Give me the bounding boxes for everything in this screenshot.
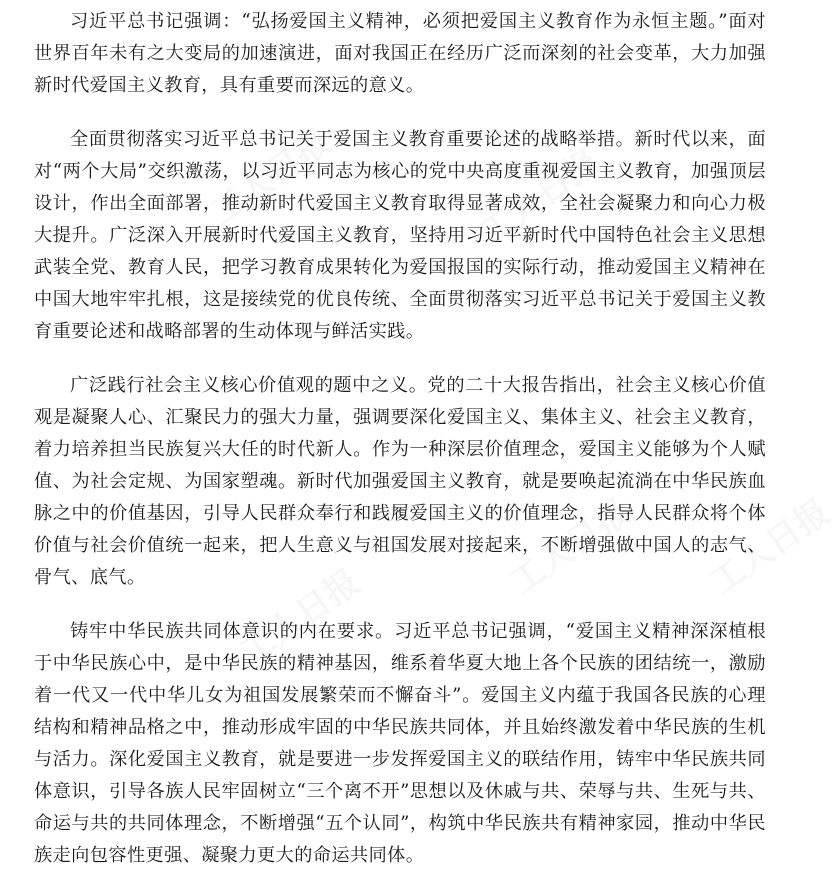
watermark: 工人日报 [202,121,338,233]
paragraph-core-values: 广泛践行社会主义核心价值观的题中之义。党的二十大报告指出，社会主义核心价值观是凝聚人心、汇聚民力的强大力量，强调要深化爱国主义、集体主义、社会主义教育，着力培养担当民族复兴大任的时代新人。作为一种深层价值理念，爱国主义能够为个人赋值、为社会定规、为国家塑魂。新时代加强爱国主义教育，就是要唤起流淌在中华民族血脉之中的价值基因，引导人民群众奉行和践履爱国主义的价值理念，指导人民群众将个体价值与社会价值统一起来，把人生意义与祖国发展对接起来，不断增强做中国人的志气、骨气、底气。 [34,375,766,588]
paragraph-strategic-measure: 全面贯彻落实习近平总书记关于爱国主义教育重要论述的战略举措。新时代以来，面对“两个大局”交织激荡，以习近平同志为核心的党中央高度重视爱国主义教育，加强顶层设计，作出全面部署，推动新时代爱国主义教育取得显著成效，全社会凝聚力和向心力极大提升。广泛深入开展新时代爱国主义教育，坚持用习近平新时代中国特色社会主义思想武装全党、教育人民，把学习教育成果转化为爱国报国的实际行动，推动爱国主义精神在中国大地牢牢扎根，这是接续党的优良传统、全面贯彻落实习近平总书记关于爱国主义教育重要论述和战略部署的生动体现与鲜活实践。 [34,129,766,342]
watermark: 工人日报 [502,491,638,603]
paragraph-intro: 习近平总书记强调：“弘扬爱国主义精神，必须把爱国主义教育作为永恒主题。”面对世界百年未有之大变局的加速演进，面对我国正在经历广泛而深刻的社会变革，大力加强新时代爱国主义教育，具有重要而深远的意义。 [34,11,766,96]
article-body [34,0,766,894]
watermark: 工人日报 [702,491,838,603]
watermark: 工人日报 [472,141,608,253]
watermark: 工人日报 [232,561,368,673]
paragraph-national-community: 铸牢中华民族共同体意识的内在要求。习近平总书记强调，“爱国主义精神深深植根于中华民族心中，是中华民族的精神基因，维系着华夏大地上各个民族的团结统一，激励着一代又一代中华儿女为祖国发展繁荣而不懈奋斗”。爱国主义内蕴于我国各民族的心理结构和精神品格之中，推动形成牢固的中华民族共同体，并且始终激发着中华民族的生机与活力。深化爱国主义教育，就是要进一步发挥爱国主义的联结作用，铸牢中华民族共同体意识，引导各族人民牢固树立“三个离不开”思想以及休戚与共、荣辱与共、生死与共、命运与共的共同体理念，不断增强“五个认同”，构筑中华民族共有精神家园，推动中华民族走向包容性更强、凝聚力更大的命运共同体。 [34,621,766,866]
